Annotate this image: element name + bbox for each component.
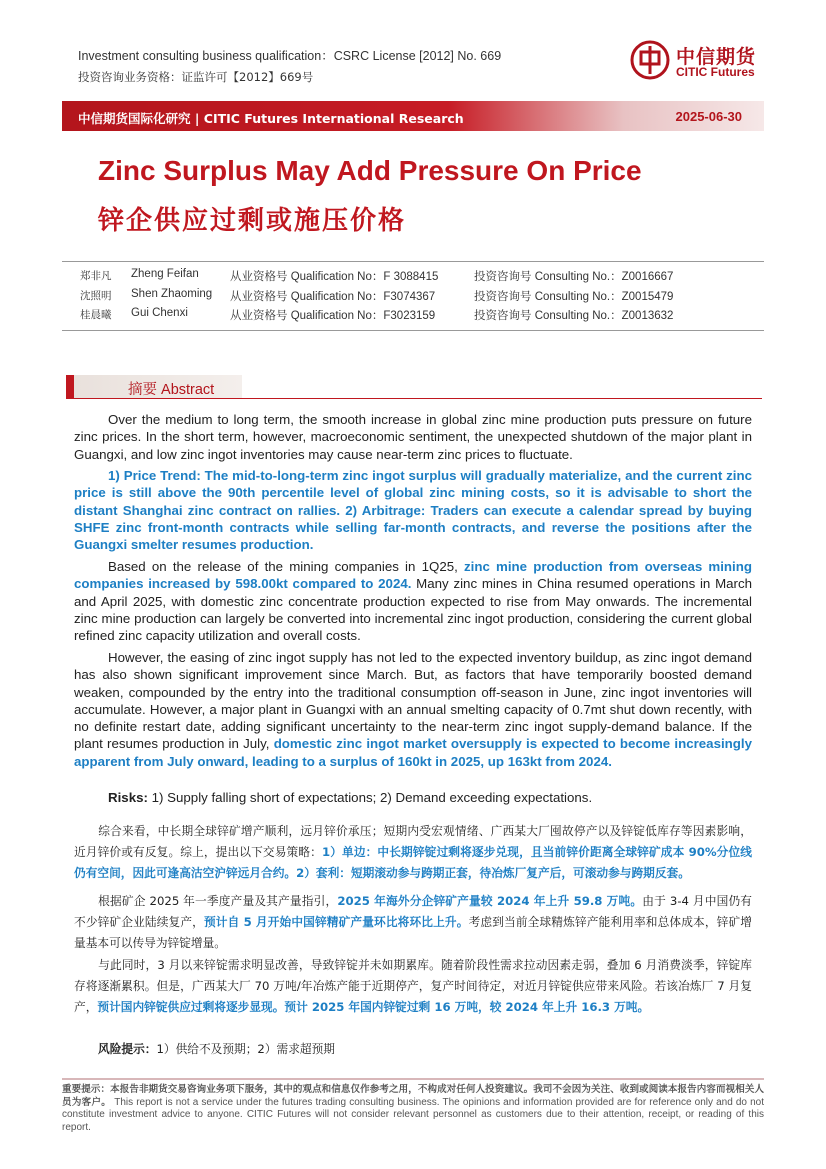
paragraph-text: 考虑到当前全球精炼锌产能利用率和总体成本，锌矿增量基本可以传导为锌锭增量。 [74,915,752,950]
qualification-en: Investment consulting business qualification：CSRC License [2012] No. 669 [78,49,502,63]
abstract-paragraph-cn [74,891,752,954]
author-name-en: Gui Chenxi [131,307,188,319]
highlight-text: 1）单边：中长期锌锭过剩将逐步兑现，且当前锌价距离全球锌矿成本 90%分位线仍有空间，因此可逢高沽空沪锌远月合约。2）套利：短期滚动参与跨期正套，待冶炼厂复产后，可滚动参与跨期反套。 [74,845,752,880]
paragraph-text: 由于 3-4 月中国仍有不少锌矿企业陆续复产， [74,894,752,929]
author-consulting: 投资咨询号 Consulting No.：Z0016667 [474,271,674,283]
abstract-tab [74,375,242,399]
highlight-text: zinc mine production from overseas mining companies increased by 598.00kt compared to 2024. [74,559,752,592]
author-name-en: Shen Zhaoming [131,287,213,300]
author-table [62,261,764,331]
author-qualification: 从业资格号 Qualification No：F3074367 [230,290,436,303]
research-banner [62,101,764,131]
paragraph-text: 综合来看，中长期全球锌矿增产顺利，远月锌价承压；短期内受宏观情绪、广西某大厂囤故停产以及锌锭低库存等因素影响，近月锌价或有反复。综上，提出以下交易策略： [74,824,752,859]
paragraph-text: Many zinc mines in China resumed operations in March and April 2025, with domestic zinc concentrate production expected to rise from May onwards. The incremental zinc mine production can largely be converted into incremental zinc ingot production, considering the current global refined zinc capacity utilization and overall costs. [74,576,753,644]
abstract-heading [74,375,762,399]
logo-text-en: CITIC Futures [676,65,755,79]
author-name-en: Zheng Feifan [131,268,199,280]
qualification-cn: 投资咨询业务资格：证监许可【2012】669号 [78,70,314,84]
disclaimer-en: This report is not a service under the futures trading consulting business. The opinions and information provided are for reference only and do not constitute investment advice to anyone. CITIC Futures will not consider relevant personnel as customers due to their attention, receipt, or reading of this report. [62,1096,764,1133]
paragraph-text: However, the easing of zinc ingot supply has not led to the expected inventory buildup, as zinc ingot demand has also shown significant improvement since March. But, as factors that have temporarily boosted demand weaken, compounded by the entry into the traditional consumption off-season in June, zinc ingot inventories will accumulate. However, a major plant in Guangxi with an annual smelting capacity of 0.7mt shut down recently, with no definite restart date, adding significant uncertainty to the near-term zinc ingot supply-demand balance. If the plant resumes production in July, [74,650,752,752]
citic-futures-logo [630,40,780,82]
paragraph-text: 根据矿企 2025 年一季度产量及其产量指引， [98,894,338,908]
disclaimer [62,1078,764,1134]
author-qualification: 从业资格号 Qualification No：F 3088415 [230,271,439,283]
abstract-heading-text: 摘要 Abstract [128,382,215,398]
risks-paragraph-cn [74,1039,752,1060]
abstract-paragraph [74,411,752,463]
highlight-text: 预计自 5 月开始中国锌精矿产量环比将环比上升。 [203,915,469,929]
risks-text: 1) Supply falling short of expectations; 2) Demand exceeding expectations. [147,790,593,805]
highlight-text: 预计国内锌锭供应过剩将逐步显现。预计 2025 年国内锌锭过剩 16 万吨，较 2024 年上升 16.3 万吨。 [97,1000,650,1014]
strategy-paragraph [74,467,752,553]
author-name-cn: 沈照明 [80,289,112,302]
author-row [62,286,764,306]
author-name-cn: 桂晨曦 [80,309,112,321]
paragraph-text: Over the medium to long term, the smooth increase in global zinc mine production puts pressure on future zinc prices. In the short term, however, macroeconomic sentiment, the unexpected shutdown of the major plant in Guangxi, and low zinc ingot inventories may cause near-term zinc prices to fluctuate. [74,412,752,462]
abstract-paragraph-cn [74,821,752,884]
risks-paragraph [74,789,752,806]
strategy-text: 1) Price Trend: The mid-to-long-term zinc ingot surplus will gradually materialize, and the current zinc price is still above the 90th percentile level of global zinc mining costs, so it is advisable to short the distant Shanghai zinc contract on rallies. 2) Arbitrage: Traders can execute a calendar spread by buying SHFE zinc front-month contracts while selling far-month contracts, and reverse the positions after the Guangxi smelter resumes production. [74,468,752,553]
paragraph-text: Based on the release of the mining companies in 1Q25, [108,559,464,574]
author-row [62,305,764,325]
risks-label-cn: 风险提示： [98,1042,157,1056]
report-title-cn: 锌企供应过剩或施压价格 [98,206,407,236]
report-title-en: Zinc Surplus May Add Pressure On Price [98,155,642,186]
author-name-cn: 郑非凡 [80,270,112,282]
abstract-paragraph-cn [74,955,752,1018]
report-date: 2025-06-30 [675,109,742,124]
paragraph-text: 与此同时，3 月以来锌锭需求明显改善，导致锌锭并未如期累库。随着阶段性需求拉动因素走弱，叠加 6 月消费淡季，锌锭库存将逐渐累积。但是，广西某大厂 70 万吨/年冶炼产能于近期停产，复产时间待定，对近月锌锭供应带来风险。若该冶炼厂 7 月复产， [74,958,752,1014]
logo-text-cn: 中信期货 [676,46,757,68]
risks-text-cn: 1）供给不及预期；2）需求超预期 [156,1042,335,1056]
highlight-text: domestic zinc ingot market oversupply is expected to become increasingly apparent from July onward, leading to a surplus of 160kt in 2025, up 163kt from 2024. [74,736,753,769]
citic-logo-icon [630,40,670,80]
abstract-paragraph [74,649,752,770]
banner-label: 中信期货国际化研究 | CITIC Futures International Research [78,111,464,126]
abstract-paragraph [74,558,752,644]
author-consulting: 投资咨询号 Consulting No.：Z0013632 [474,310,674,322]
highlight-text: 2025 年海外分企锌矿产量较 2024 年上升 59.8 万吨。 [337,894,643,908]
author-qualification: 从业资格号 Qualification No：F3023159 [230,310,436,322]
disclaimer-cn: 重要提示：本报告非期货交易咨询业务项下服务，其中的观点和信息仅作参考之用，不构成对任何人投资建议。我司不会因为关注、收到或阅读本报告内容而视相关人员为客户。 [62,1084,764,1108]
author-consulting: 投资咨询号 Consulting No.：Z0015479 [474,290,674,303]
risks-label: Risks: [108,790,148,805]
author-row [62,266,764,286]
abstract-divider [74,398,762,399]
